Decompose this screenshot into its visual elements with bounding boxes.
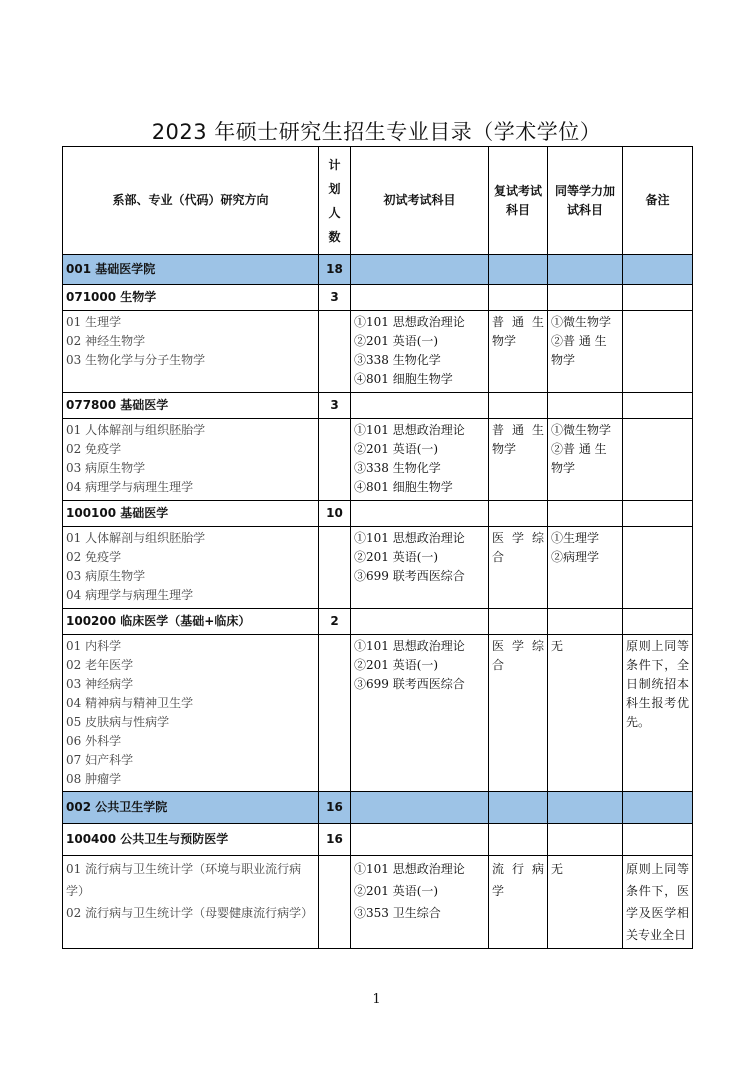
major-row <box>63 824 693 856</box>
dept-name: 002 公共卫生学院 <box>63 792 319 824</box>
major-row <box>63 609 693 635</box>
header-exam: 初试考试科目 <box>351 147 489 255</box>
exam-list: ①101 思想政治理论 ②201 英语(一) ③338 生物化学 ④801 细胞生物学 <box>351 311 489 393</box>
exam-list: ①101 思想政治理论 ②201 英语(一) ③338 生物化学 ④801 细胞生物学 <box>351 419 489 501</box>
exam-list: ①101 思想政治理论 ②201 英语(一) ③699 联考西医综合 <box>351 527 489 609</box>
page-number: 1 <box>372 992 381 1007</box>
header-retest: 复试考试科目 <box>489 147 548 255</box>
note: 原则上同等条件下，全日制统招本科生报考优先。 <box>623 635 693 792</box>
header-direction: 系部、专业（代码）研究方向 <box>63 147 319 255</box>
exam-list: ①101 思想政治理论 ②201 英语(一) ③353 卫生综合 <box>351 856 489 949</box>
major-name: 100100 基础医学 <box>63 501 319 527</box>
major-plan: 3 <box>319 393 351 419</box>
table-header-row <box>63 147 693 255</box>
note: 原则上同等条件下，医学及医学相关专业全日 <box>623 856 693 949</box>
major-plan: 16 <box>319 824 351 856</box>
catalog-table <box>62 146 693 949</box>
equal-list: ①生理学 ②病理学 <box>548 527 623 609</box>
dept-plan: 16 <box>319 792 351 824</box>
header-equal: 同等学力加试科目 <box>548 147 623 255</box>
detail-row <box>63 311 693 393</box>
major-row <box>63 285 693 311</box>
retest-subject: 医 学 综 合 <box>489 635 548 792</box>
direction-list: 01 人体解剖与组织胚胎学 02 免疫学 03 病原生物学 04 病理学与病理生理学 <box>63 419 319 501</box>
dept-name: 001 基础医学院 <box>63 255 319 285</box>
dept-plan: 18 <box>319 255 351 285</box>
direction-list: 01 人体解剖与组织胚胎学 02 免疫学 03 病原生物学 04 病理学与病理生理学 <box>63 527 319 609</box>
direction-list: 01 内科学 02 老年医学 03 神经病学 04 精神病与精神卫生学 05 皮肤病与性病学 06 外科学 07 妇产科学 08 肿瘤学 <box>63 635 319 792</box>
major-name: 100200 临床医学（基础+临床） <box>63 609 319 635</box>
major-name: 100400 公共卫生与预防医学 <box>63 824 319 856</box>
major-plan: 2 <box>319 609 351 635</box>
detail-row <box>63 527 693 609</box>
retest-subject: 流 行 病 学 <box>489 856 548 949</box>
exam-list: ①101 思想政治理论 ②201 英语(一) ③699 联考西医综合 <box>351 635 489 792</box>
dept-row <box>63 255 693 285</box>
retest-subject: 医 学 综 合 <box>489 527 548 609</box>
header-note: 备注 <box>623 147 693 255</box>
retest-subject: 普 通 生 物学 <box>489 419 548 501</box>
major-name: 077800 基础医学 <box>63 393 319 419</box>
detail-row <box>63 635 693 792</box>
equal-subject: 无 <box>548 856 623 949</box>
equal-list: ①微生物学 ②普 通 生 物学 <box>548 419 623 501</box>
dept-row <box>63 792 693 824</box>
detail-row <box>63 856 693 949</box>
equal-list: ①微生物学 ②普 通 生 物学 <box>548 311 623 393</box>
major-plan: 10 <box>319 501 351 527</box>
direction-list: 01 流行病与卫生统计学（环境与职业流行病学） 02 流行病与卫生统计学（母婴健康流行病学） <box>63 856 319 949</box>
detail-row <box>63 419 693 501</box>
header-plan: 计 划 人 数 <box>319 147 351 255</box>
major-row <box>63 501 693 527</box>
equal-subject: 无 <box>548 635 623 792</box>
major-row <box>63 393 693 419</box>
major-name: 071000 生物学 <box>63 285 319 311</box>
major-plan: 3 <box>319 285 351 311</box>
retest-subject: 普 通 生 物学 <box>489 311 548 393</box>
direction-list: 01 生理学 02 神经生物学 03 生物化学与分子生物学 <box>63 311 319 393</box>
page-title: 2023 年硕士研究生招生专业目录（学术学位） <box>151 120 602 144</box>
